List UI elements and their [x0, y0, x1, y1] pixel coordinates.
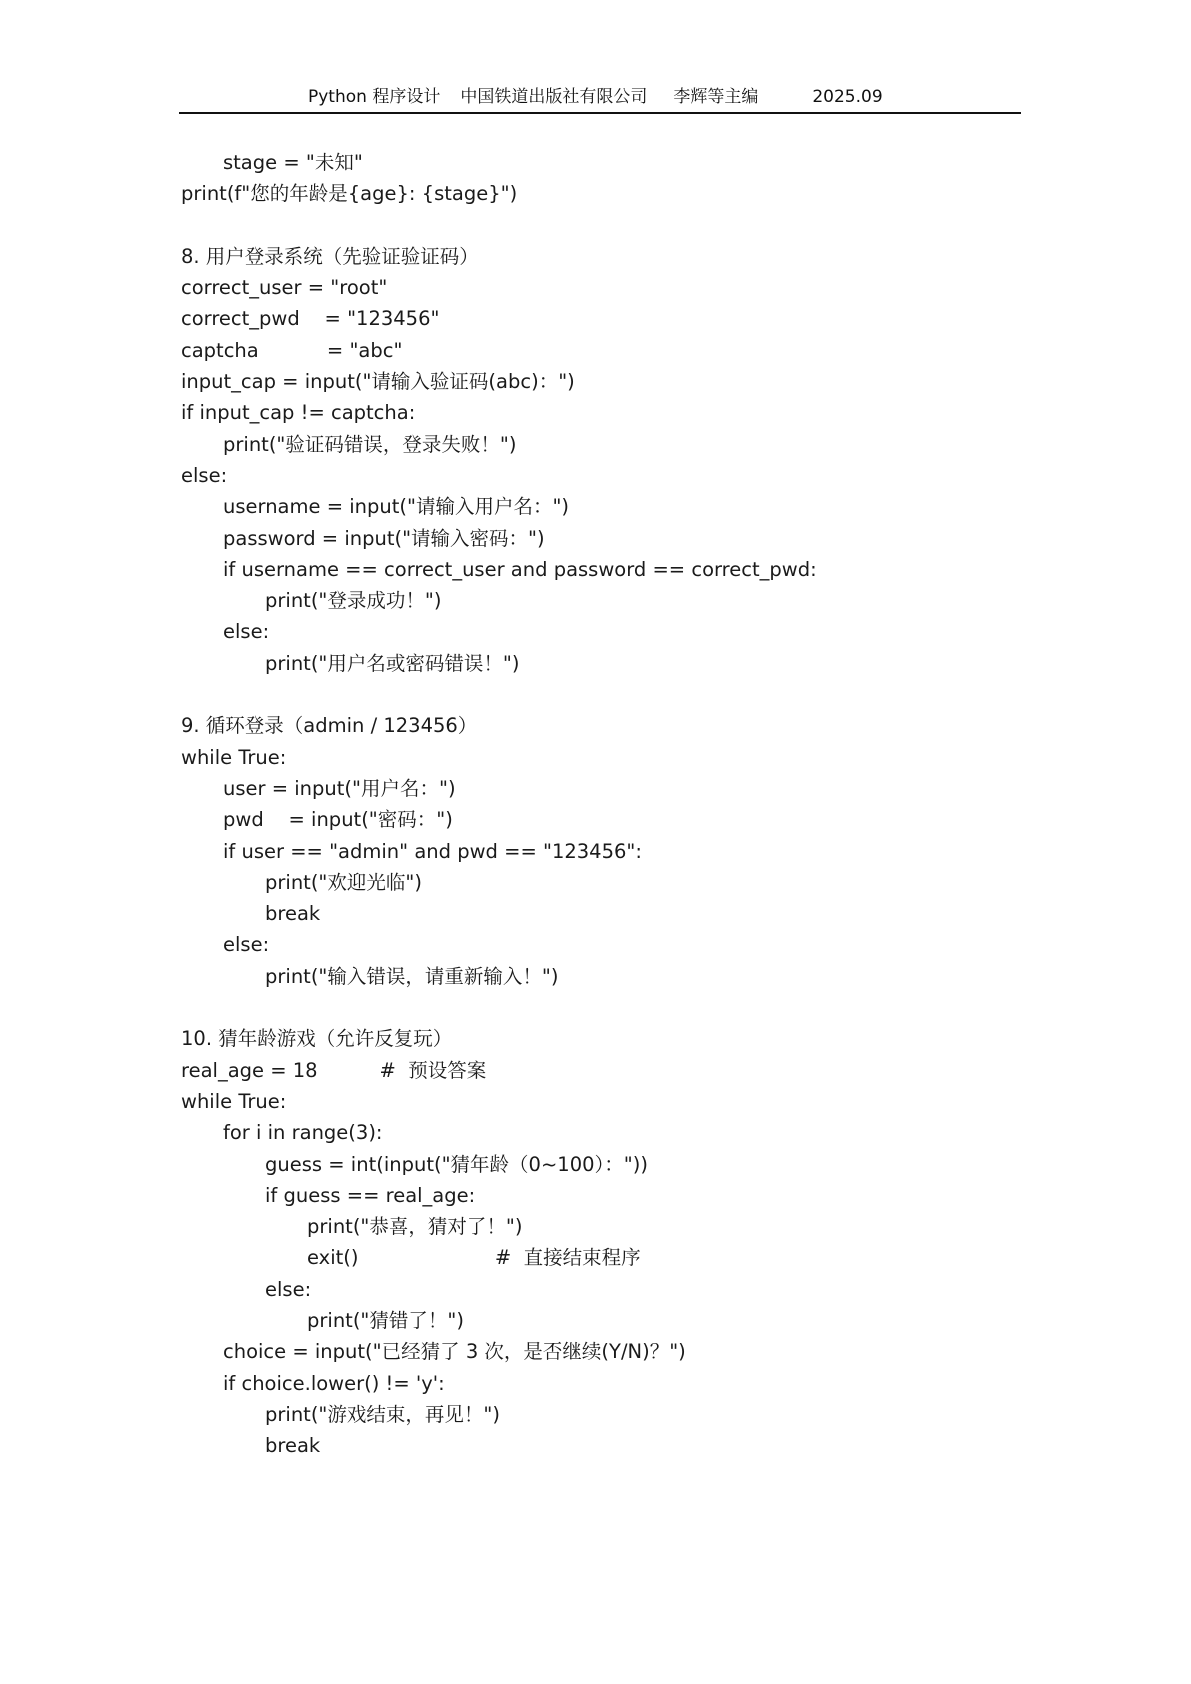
code-line: input_cap = input("请输入验证码(abc)：")	[181, 370, 575, 394]
code-line: print("欢迎光临")	[265, 870, 422, 894]
code-line: print("登录成功！")	[265, 589, 442, 613]
code-line: print("恭喜，猜对了！")	[307, 1215, 523, 1239]
code-line: while True:	[181, 1089, 287, 1113]
code-line: if guess == real_age:	[265, 1183, 476, 1207]
code-line: 10. 猜年龄游戏（允许反复玩）	[181, 1027, 453, 1051]
blank-line	[181, 992, 1001, 1023]
code-line: if choice.lower() != 'y':	[223, 1371, 445, 1395]
code-line: if user == "admin" and pwd == "123456":	[223, 839, 642, 863]
code-line: print("猜错了！")	[307, 1308, 464, 1332]
blank-line	[181, 679, 1001, 710]
code-line: captcha = "abc"	[181, 338, 403, 362]
code-line: else:	[265, 1277, 312, 1301]
code-line: 8. 用户登录系统（先验证验证码）	[181, 244, 479, 268]
code-line: username = input("请输入用户名：")	[223, 495, 570, 519]
code-line: password = input("请输入密码：")	[223, 526, 545, 550]
header-book-title: Python 程序设计	[308, 87, 441, 107]
code-line: else:	[181, 463, 228, 487]
code-line: for i in range(3):	[223, 1121, 383, 1145]
code-block	[181, 147, 1001, 1461]
code-line: correct_pwd = "123456"	[181, 307, 440, 331]
code-line: break	[265, 1434, 321, 1458]
code-line: user = input("用户名：")	[223, 776, 456, 800]
code-line: print("输入错误，请重新输入！")	[265, 964, 559, 988]
header-text	[308, 84, 883, 110]
header-publisher: 中国铁道出版社有限公司	[460, 87, 648, 107]
code-line: guess = int(input("猜年龄（0~100）："))	[265, 1152, 648, 1176]
code-line: break	[265, 902, 321, 926]
code-line: stage = "未知"	[223, 151, 363, 174]
code-line: print("验证码错误，登录失败！")	[223, 432, 517, 456]
code-line: exit() # 直接结束程序	[307, 1246, 641, 1270]
code-line: print(f"您的年龄是{age}: {stage}")	[181, 182, 518, 206]
blank-line	[181, 210, 1001, 241]
header-editor: 李辉等主编	[673, 87, 759, 107]
code-line: real_age = 18 # 预设答案	[181, 1058, 487, 1082]
code-line: pwd = input("密码：")	[223, 808, 453, 832]
code-line: choice = input("已经猜了 3 次，是否继续(Y/N)？")	[223, 1340, 686, 1364]
code-line: while True:	[181, 745, 287, 769]
code-line: if username == correct_user and password == correct_pwd:	[223, 557, 817, 581]
page-header	[179, 84, 1021, 114]
code-line: print("游戏结束，再见！")	[265, 1402, 500, 1426]
code-line: else:	[223, 620, 270, 644]
code-line: print("用户名或密码错误！")	[265, 651, 520, 675]
code-line: correct_user = "root"	[181, 276, 388, 300]
code-line: else:	[223, 933, 270, 957]
code-line: if input_cap != captcha:	[181, 401, 416, 425]
code-line: 9. 循环登录（admin / 123456）	[181, 714, 478, 738]
header-date: 2025.09	[812, 87, 883, 107]
